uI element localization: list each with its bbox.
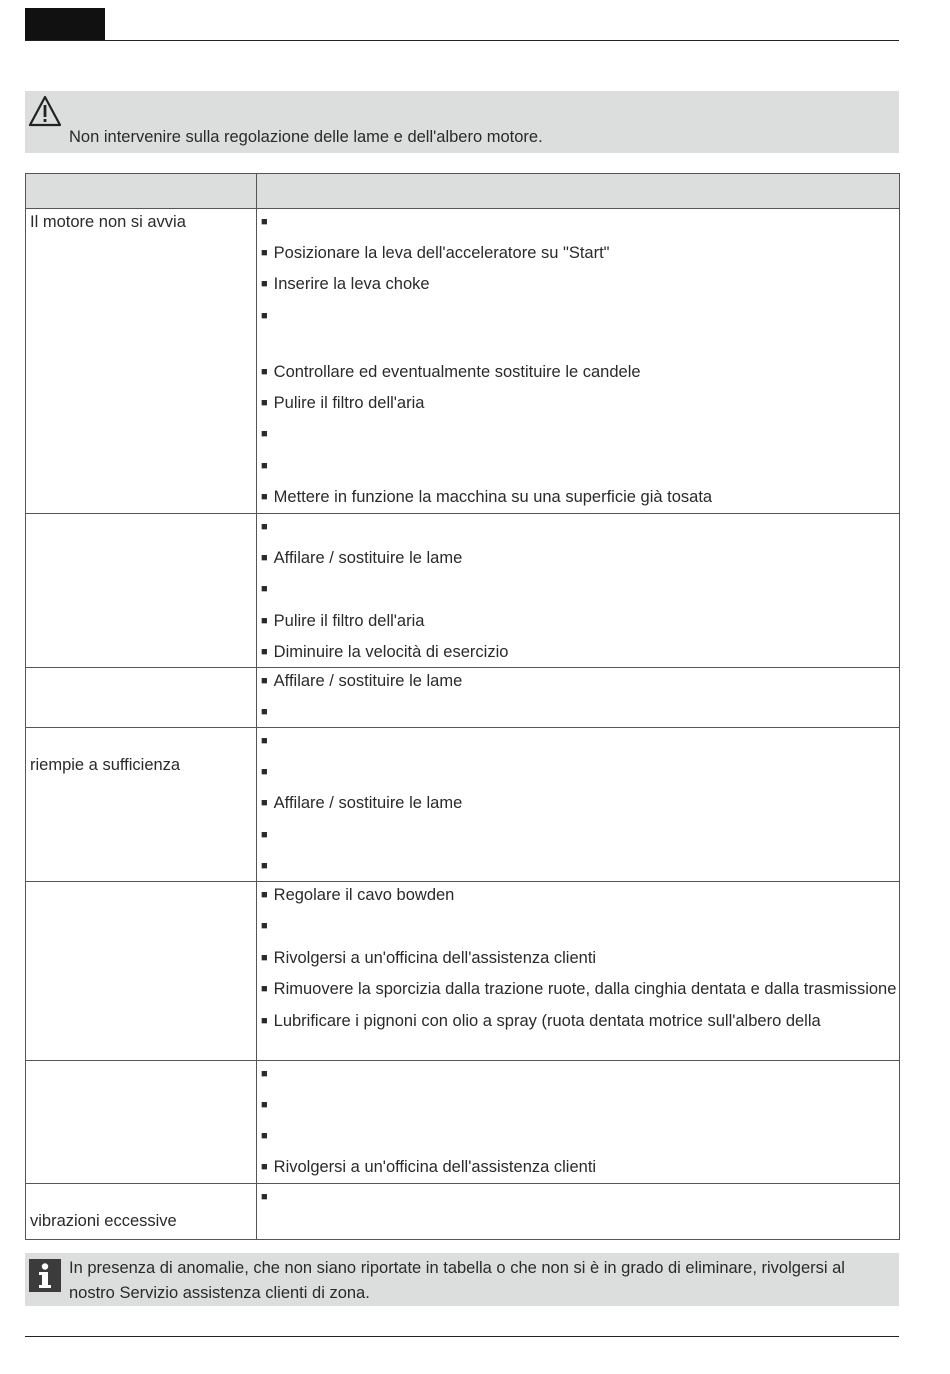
- list-item: ■: [261, 1068, 268, 1080]
- info-text: [69, 1256, 845, 1306]
- header-problem: [26, 174, 257, 209]
- problem-text: riempie a sufficienza: [30, 756, 181, 774]
- remedy-cell: [257, 1184, 900, 1240]
- list-item: ■: [261, 521, 268, 533]
- troubleshooting-table: [25, 173, 900, 1240]
- info-box: [25, 1253, 899, 1306]
- list-item: ■ Pulire il filtro dell'aria: [261, 394, 425, 412]
- table-row: [26, 882, 900, 1061]
- warning-triangle-icon: [28, 95, 62, 127]
- list-item: ■ Affilare / sostituire le lame: [261, 549, 463, 567]
- list-item: ■: [261, 766, 268, 778]
- info-icon: [29, 1259, 61, 1292]
- remedy-cell: [257, 209, 900, 514]
- list-item: ■ Regolare il cavo bowden: [261, 886, 455, 904]
- info-text-line-1: In presenza di anomalie, che non siano riportate in tabella o che non si è in grado di eliminare, rivolgersi al: [69, 1259, 845, 1277]
- header-rule: [25, 40, 899, 41]
- warning-box: [25, 91, 899, 153]
- header-remedy: [257, 174, 900, 209]
- list-item: ■: [261, 583, 268, 595]
- list-item: ■ Mettere in funzione la macchina su una superficie già tosata: [261, 488, 713, 506]
- list-item: ■: [261, 829, 268, 841]
- remedy-cell: [257, 882, 900, 1061]
- list-item: ■: [261, 310, 268, 322]
- list-item: ■: [261, 460, 268, 472]
- problem-cell: [26, 668, 257, 728]
- list-item: ■ Affilare / sostituire le lame: [261, 672, 463, 690]
- remedy-cell: [257, 728, 900, 882]
- info-text-line-2: nostro Servizio assistenza clienti di zona.: [69, 1284, 370, 1302]
- list-item: ■ Rimuovere la sporcizia dalla trazione ruote, dalla cinghia dentata e dalla trasmissione: [261, 980, 897, 998]
- list-item: ■ Diminuire la velocità di esercizio: [261, 643, 509, 661]
- table-row: [26, 668, 900, 728]
- list-item: ■ Rivolgersi a un'officina dell'assistenza clienti: [261, 949, 597, 967]
- remedy-cell: [257, 668, 900, 728]
- list-item: ■: [261, 1099, 268, 1111]
- table-row: [26, 514, 900, 668]
- table-row: [26, 1061, 900, 1184]
- problem-cell: [26, 514, 257, 668]
- problem-cell: [26, 882, 257, 1061]
- list-item: ■: [261, 1191, 268, 1203]
- list-item: ■ Controllare ed eventualmente sostituire le candele: [261, 363, 641, 381]
- footer-rule: [25, 1336, 899, 1337]
- list-item: ■ Rivolgersi a un'officina dell'assistenza clienti: [261, 1158, 597, 1176]
- problem-cell: [26, 1061, 257, 1184]
- table-header-row: [26, 174, 900, 209]
- table-row: [26, 209, 900, 514]
- list-item: ■: [261, 1130, 268, 1142]
- list-item: ■: [261, 216, 268, 228]
- page-number-tab: [25, 8, 105, 40]
- list-item: ■: [261, 860, 268, 872]
- list-item: ■: [261, 920, 268, 932]
- list-item: ■: [261, 428, 268, 440]
- list-item: ■ Pulire il filtro dell'aria: [261, 612, 425, 630]
- list-item: ■ Affilare / sostituire le lame: [261, 794, 463, 812]
- problem-cell: [26, 728, 257, 882]
- problem-cell: [26, 1184, 257, 1240]
- table-row: [26, 1184, 900, 1240]
- list-item: ■: [261, 706, 268, 718]
- remedy-cell: [257, 1061, 900, 1184]
- list-item: ■ Inserire la leva choke: [261, 275, 430, 293]
- problem-text: vibrazioni eccessive: [30, 1212, 177, 1230]
- remedy-cell: [257, 514, 900, 668]
- problem-cell: [26, 209, 257, 514]
- list-item: ■ Posizionare la leva dell'acceleratore su "Start": [261, 244, 610, 262]
- table-row: [26, 728, 900, 882]
- list-item: ■ Lubrificare i pignoni con olio a spray (ruota dentata motrice sull'albero della: [261, 1012, 821, 1030]
- problem-text: Il motore non si avvia: [30, 213, 186, 231]
- warning-text: Non intervenire sulla regolazione delle lame e dell'albero motore.: [69, 128, 543, 146]
- list-item: ■: [261, 735, 268, 747]
